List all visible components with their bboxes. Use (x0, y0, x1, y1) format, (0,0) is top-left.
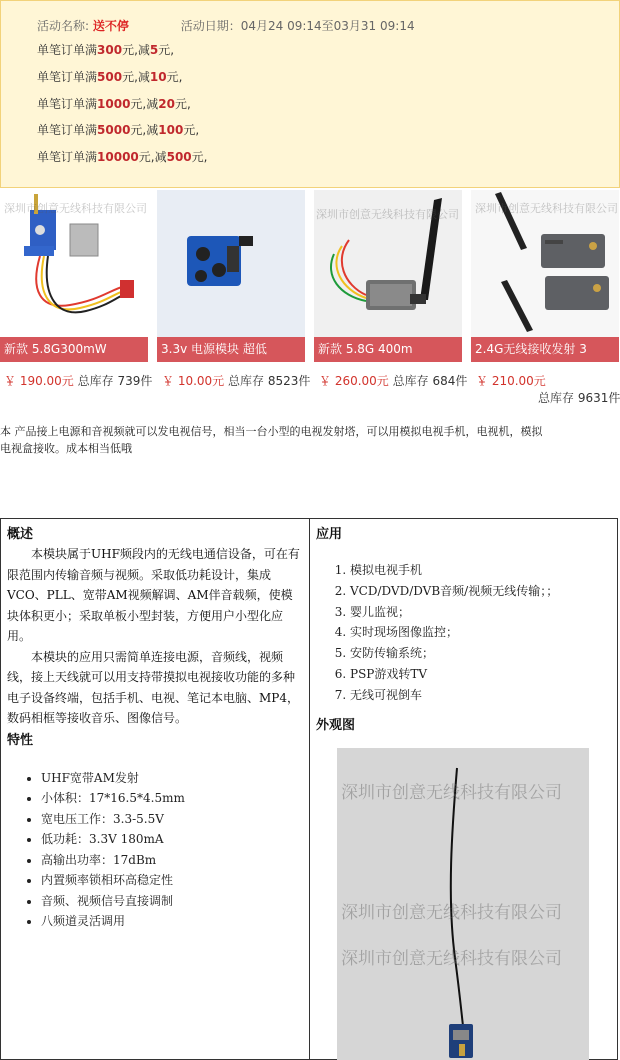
promotion-name: 送不停 (92, 19, 129, 33)
product-description (0, 423, 600, 457)
price-row (4, 372, 152, 389)
product-price: ￥ 10.00元 (162, 374, 225, 388)
product-image[interactable] (157, 190, 305, 362)
watermark: 深圳市创意无线科技有限公司 (341, 783, 562, 803)
application-column (316, 523, 616, 969)
overview-paragraph: 本模块的应用只需简单连接电源，音频线，视频线，接上天线就可以用支持带摸拟电视接收功能的多种电子设备终端，包括手机、电视、笔记本电脑、MP4，数码相框等接收音乐、图像信号。 (7, 649, 299, 725)
product-price: ￥ 210.00元 (476, 374, 546, 388)
promotion-header (37, 17, 415, 34)
appearance-heading: 外观图 (316, 717, 356, 733)
application-item: 1. 模拟电视手机 (350, 560, 616, 581)
feature-item: • 低功耗：3.3V 180mA (41, 829, 303, 850)
product-price: ￥ 260.00元 (319, 374, 389, 388)
discount-rule: 单笔订单满5000元,减100元, (37, 123, 200, 137)
product-image[interactable] (314, 190, 462, 362)
feature-item: • 八频道灵活调用 (41, 911, 303, 932)
product-caption[interactable]: 新款 5.8G300mW (0, 337, 148, 362)
price-row (162, 372, 310, 389)
spec-table (0, 518, 618, 1060)
product-stock: 总库存 9631件 (538, 391, 620, 405)
product-caption[interactable]: 3.3v 电源模块 超低 (157, 337, 305, 362)
promotion-name-label: 活动名称: (37, 19, 90, 33)
product-card[interactable] (0, 190, 148, 362)
price-row (319, 372, 467, 389)
discount-rule: 单笔订单满1000元,减20元, (37, 97, 191, 111)
promotion-panel (0, 0, 620, 188)
feature-item: • 音频、视频信号直接调制 (41, 891, 303, 912)
feature-item: • 内置频率锁相环高稳定性 (41, 870, 303, 891)
feature-item: • UHF宽带AM发射 (41, 768, 303, 789)
overview-paragraph: 本模块属于UHF频段内的无线电通信设备，可在有限范围内传输音频与视频。采取低功耗设计，集成VCO、PLL、宽带AM视频解调、AM伴音载频，使模块体积更小；采取单板小型封装，方便用户小型化应用。 (7, 547, 300, 643)
product-caption[interactable]: 新款 5.8G 400m (314, 337, 462, 362)
overview-heading: 概述 (7, 527, 34, 542)
watermark: 深圳市创意无线科技有限公司 (475, 202, 618, 215)
product-image[interactable] (471, 190, 619, 362)
product-stock: 总库存 739件 (77, 374, 153, 388)
application-item: 5. 安防传输系统； (350, 643, 616, 664)
applications-list (316, 560, 616, 706)
applications-heading: 应用 (316, 527, 343, 542)
discount-rule: 单笔订单满500元,减10元, (37, 70, 183, 84)
promotion-date: 活动日期：04月24 09:14至03月31 09:14 (180, 19, 415, 33)
overview-column (7, 523, 303, 932)
product-card[interactable] (471, 190, 619, 362)
application-item: 7. 无线可视倒车 (350, 685, 616, 706)
application-item: 4. 实时现场图像监控； (350, 622, 616, 643)
discount-rule: 单笔订单满10000元,减500元, (37, 150, 208, 164)
product-price: ￥ 190.00元 (4, 374, 74, 388)
watermark: 深圳市创意无线科技有限公司 (316, 208, 459, 221)
price-row (476, 372, 546, 389)
watermark: 深圳市创意无线科技有限公司 (341, 949, 562, 969)
module-photo[interactable] (337, 748, 589, 1060)
column-divider (309, 519, 310, 1060)
product-card[interactable] (314, 190, 462, 362)
feature-item: • 高输出功率：17dBm (41, 850, 303, 871)
application-item: 3. 婴儿监视； (350, 602, 616, 623)
features-heading: 特性 (7, 732, 34, 748)
price-row (538, 389, 620, 406)
watermark: 深圳市创意无线科技有限公司 (341, 903, 562, 923)
product-stock: 总库存 8523件 (228, 374, 311, 388)
description-line: 电视盒接收。成本相当低哦 (0, 442, 132, 455)
discount-rule: 单笔订单满300元,减5元, (37, 43, 175, 57)
feature-item: • 宽电压工作：3.3-5.5V (41, 809, 303, 830)
features-list (7, 768, 303, 932)
application-item: 2. VCD/DVD/DVB音频/视频无线传输；； (350, 581, 616, 602)
product-card[interactable] (157, 190, 305, 362)
feature-item: • 小体积：17*16.5*4.5mm (41, 788, 303, 809)
product-stock: 总库存 684件 (392, 374, 468, 388)
product-image[interactable] (0, 190, 148, 362)
product-caption[interactable]: 2.4G无线接收发射 3 (471, 337, 619, 362)
watermark: 深圳市创意无线科技有限公司 (4, 202, 147, 215)
description-line: 本 产品接上电源和音视频就可以发电视信号，相当一台小型的电视发射塔，可以用模拟电视手机，电视机，模拟 (0, 425, 543, 438)
application-item: 6. PSP游戏转TV (350, 664, 616, 685)
